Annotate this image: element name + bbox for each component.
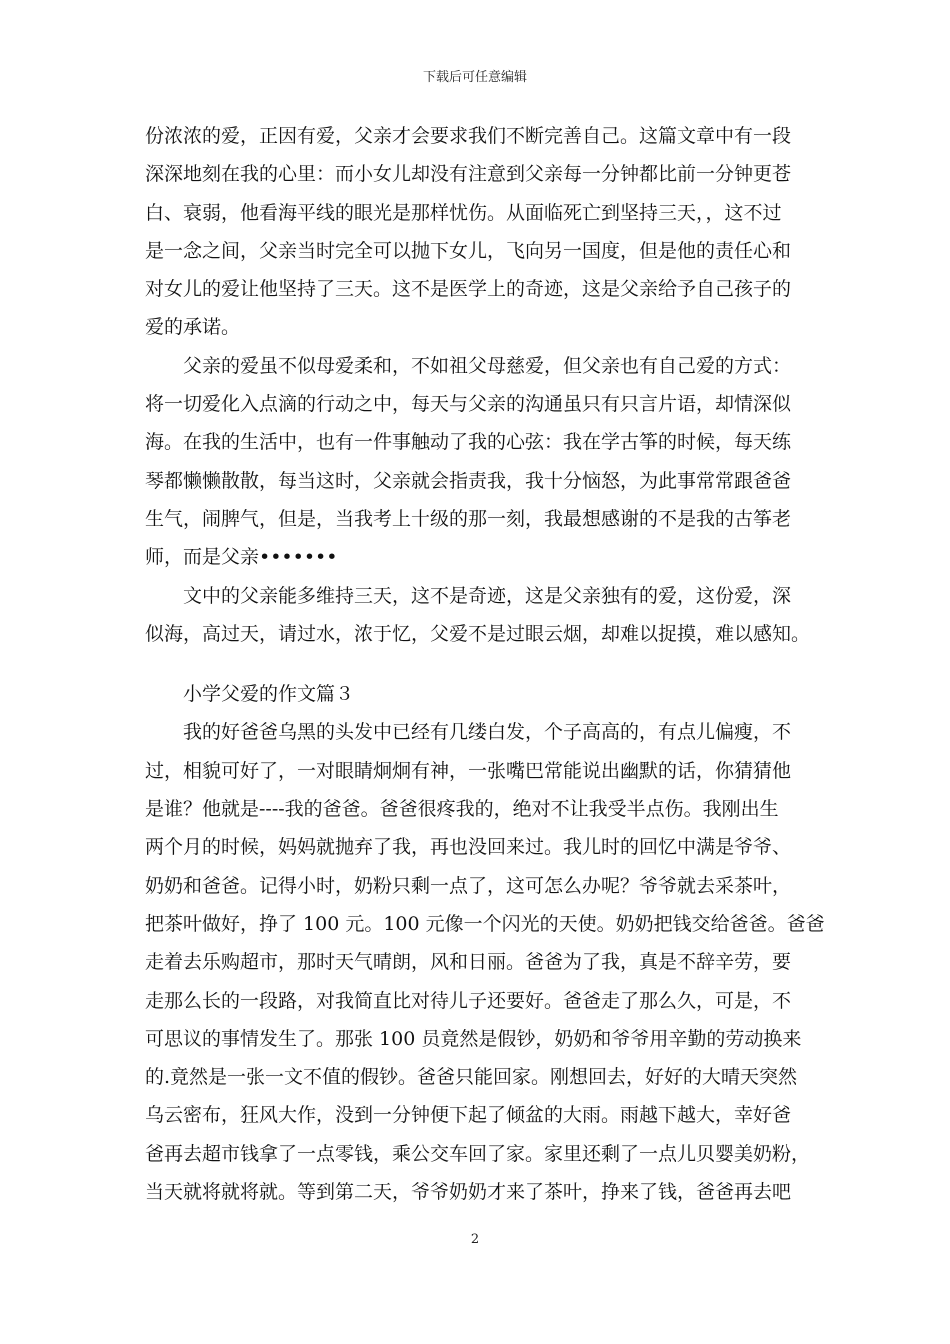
page-header: 下载后可任意编辑: [422, 70, 527, 85]
text-line: 爸再去超市钱拿了一点零钱，乘公交车回了家。家里还剩了一点儿贝婴美奶粉，: [145, 1142, 811, 1165]
page-number: 2: [470, 1232, 480, 1247]
text-line: 的.竟然是一张一文不值的假钞。爸爸只能回家。刚想回去，好好的大晴天突然: [145, 1066, 798, 1089]
text-line: 走那么长的一段路，对我简直比对待儿子还要好。爸爸走了那么久，可是，不: [145, 989, 792, 1012]
text-line: 对女儿的爱让他坚持了三天。这不是医学上的奇迹，这是父亲给予自己孩子的: [145, 278, 792, 301]
text-line: 走着去乐购超市，那时天气晴朗，风和日丽。爸爸为了我，真是不辞辛劳，要: [145, 951, 792, 974]
text-line: 将一切爱化入点滴的行动之中，每天与父亲的沟通虽只有只言片语，却情深似: [145, 393, 792, 416]
text-line: 乌云密布，狂风大作，没到一分钟便下起了倾盆的大雨。雨越下越大，幸好爸: [145, 1104, 792, 1127]
text-line: 当天就将就将就。等到第二天，爷爷奶奶才来了茶叶，挣来了钱，爸爸再去吧: [145, 1181, 792, 1204]
text-line: 把茶叶做好，挣了 100 元。100 元像一个闪光的天使。奶奶把钱交给爸爸。爸爸: [145, 912, 825, 935]
paragraph-gap: [145, 653, 813, 675]
text-line: 是谁？他就是----我的爸爸。爸爸很疼我的，绝对不让我受半点伤。我刚出生: [145, 798, 779, 821]
text-line: 是一念之间，父亲当时完全可以抛下女儿，飞向另一国度，但是他的责任心和: [145, 239, 792, 262]
text-line: 文中的父亲能多维持三天，这不是奇迹，这是父亲独有的爱，这份爱，深: [183, 584, 792, 607]
text-line: 白、衰弱，他看海平线的眼光是那样忧伤。从面临死亡到坚持三天，，这不过: [145, 201, 782, 224]
text-line: 父亲的爱虽不似母爱柔和，不如祖父母慈爱，但父亲也有自己爱的方式：: [183, 354, 792, 377]
section-title: 小学父爱的作文篇３: [183, 683, 355, 706]
document-body: [145, 117, 825, 1211]
text-line: 爱的承诺。: [145, 316, 241, 339]
text-line: 奶奶和爸爸。记得小时，奶粉只剩一点了，这可怎么办呢？爷爷就去采茶叶，: [145, 874, 792, 897]
text-line: 过，相貌可好了，一对眼睛炯炯有神，一张嘴巴常能说出幽默的话，你猜猜他: [145, 759, 792, 782]
text-line: 似海，高过天，请过水，浓于忆，父爱不是过眼云烟，却难以捉摸，难以感知。: [145, 622, 811, 645]
text-line: 海。在我的生活中，也有一件事触动了我的心弦：我在学古筝的时候，每天练: [145, 431, 792, 454]
text-line: 两个月的时候，妈妈就抛弃了我，再也没回来过。我儿时的回忆中满是爷爷、: [145, 836, 792, 859]
text-line: 份浓浓的爱，正因有爱，父亲才会要求我们不断完善自己。这篇文章中有一段: [145, 125, 792, 147]
text-line: 琴都懒懒散散，每当这时，父亲就会指责我，我十分恼怒，为此事常常跟爸爸: [145, 469, 792, 492]
text-line: 师，而是父亲•••••••: [145, 546, 338, 569]
text-line: 我的好爸爸乌黑的头发中已经有几缕白发，个子高高的，有点儿偏瘦，不: [183, 721, 792, 744]
text-line: 可思议的事情发生了。那张 100 员竟然是假钞，奶奶和爷爷用辛勤的劳动换来: [145, 1027, 802, 1050]
text-line: 深深地刻在我的心里：而小女儿却没有注意到父亲每一分钟都比前一分钟更苍: [145, 163, 792, 186]
text-line: 生气，闹脾气，但是，当我考上十级的那一刻，我最想感谢的不是我的古筝老: [145, 507, 792, 530]
